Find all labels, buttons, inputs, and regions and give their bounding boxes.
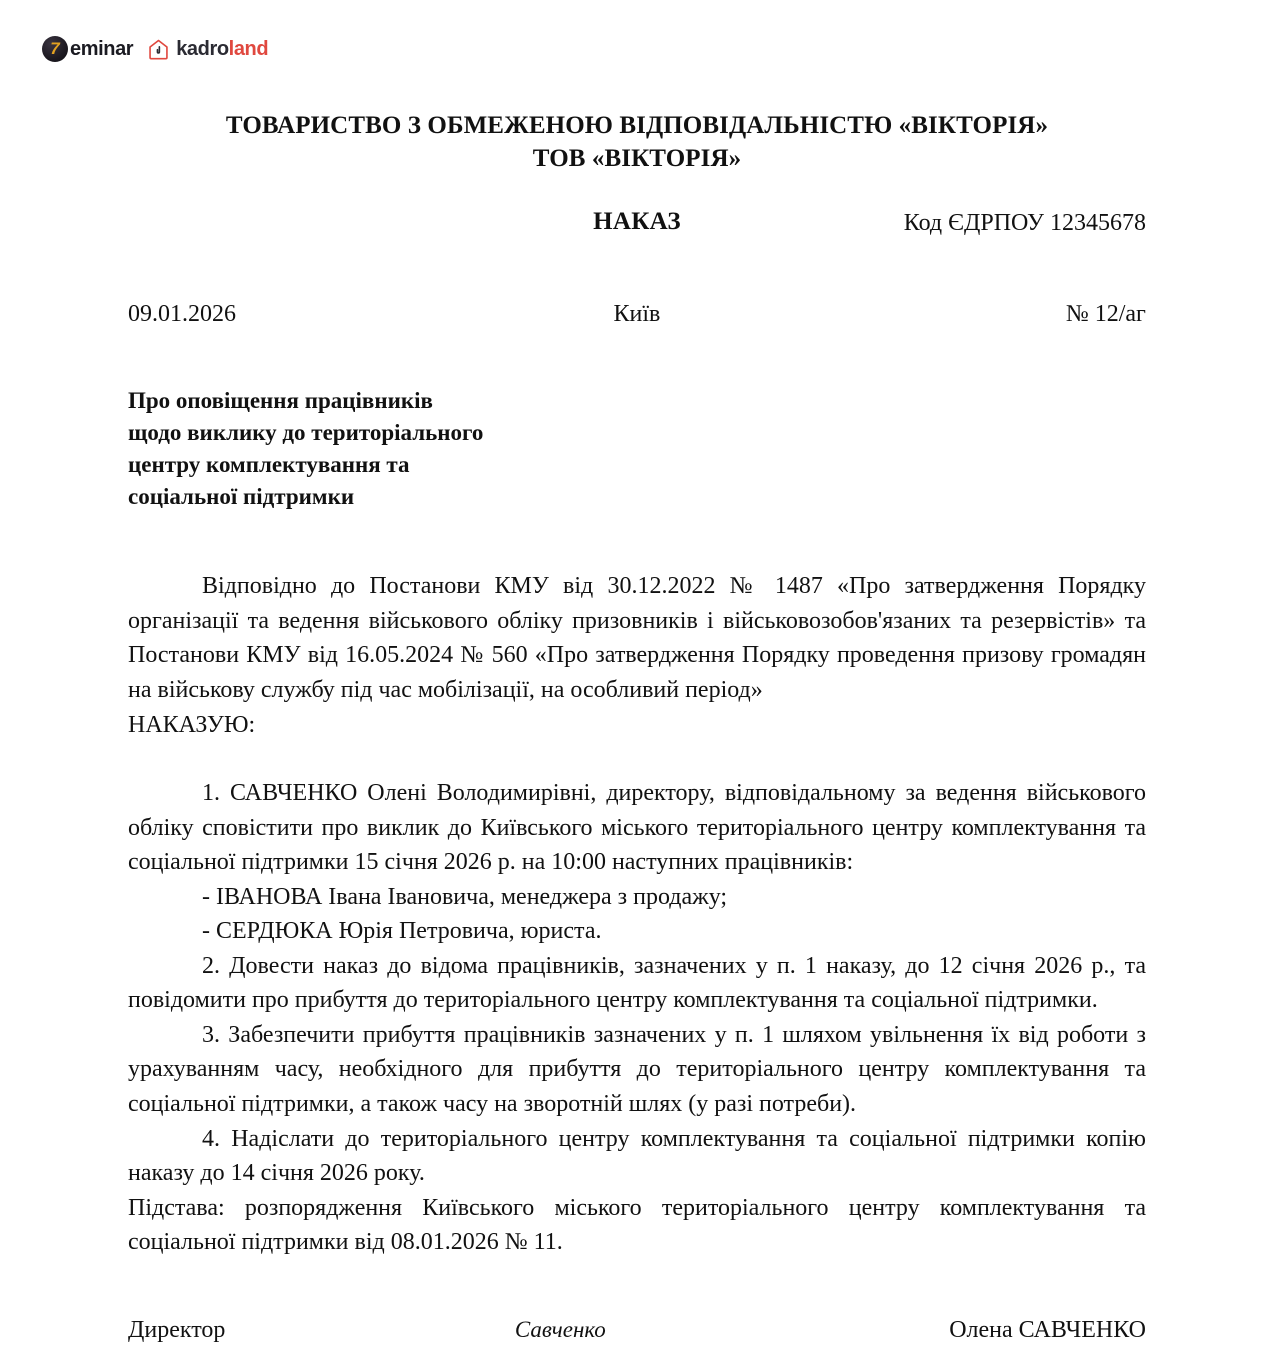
seminar-seven-glyph: 7	[50, 38, 60, 58]
document-date: 09.01.2026	[128, 300, 236, 327]
clause-1: 1. САВЧЕНКО Олені Володимирівні, директору, відповідальному за ведення військового обліку сповістити про виклик до Київського міського територіального центру комплектування та соціальної підтримки 15 січня 2026 р. на 10:00 наступних працівників:	[128, 780, 1146, 876]
organization-short-name: ТОВ «ВІКТОРІЯ»	[532, 144, 742, 172]
person-1: - ІВАНОВА Івана Івановича, менеджера з продажу;	[202, 883, 728, 910]
preamble-paragraph: Відповідно до Постанови КМУ від 30.12.2022 № 1487 «Про затвердження Порядку організації та ведення військового обліку призовників і військовозобов'язаних та резервістів» та Постанови КМУ від 16.05.2024 № 560 «Про затвердження Порядку проведення призову громадян на військову службу під час мобілізації, на особливий період»	[128, 573, 1146, 703]
clause-list	[128, 776, 1146, 1191]
signature-row	[128, 1316, 1146, 1345]
subject-line-4: соціальної підтримки	[128, 484, 355, 510]
clause-4: 4. Надіслати до територіального центру комплектування та соціальної підтримки копію наказу до 14 січня 2026 року.	[128, 1125, 1146, 1187]
seminar-wordmark: eminar	[70, 38, 134, 60]
document-number: № 12/аг	[1065, 300, 1146, 327]
basis-paragraph: Підстава: розпорядження Київського міського територіального центру комплектування та соціальної підтримки від 08.01.2026 № 11.	[128, 1194, 1146, 1256]
document-body	[128, 569, 1146, 1259]
subject-line-2: щодо виклику до територіального	[128, 419, 484, 445]
person-2: - СЕРДЮКА Юрія Петровича, юриста.	[202, 918, 602, 945]
organization-full-name: ТОВАРИСТВО З ОБМЕЖЕНОЮ ВІДПОВІДАЛЬНІСТЮ «ВІКТОРІЯ»	[225, 112, 1049, 139]
order-keyword: НАКАЗУЮ:	[128, 711, 256, 738]
handwritten-signature: Савченко	[514, 1316, 606, 1342]
document-subject	[128, 385, 648, 514]
edrpou-code: Код ЄДРПОУ 12345678	[903, 210, 1146, 236]
subject-line-3: центру комплектування та	[128, 451, 410, 477]
clause-3: 3. Забезпечити прибуття працівників зазначених у п. 1 шляхом увільнення їх від роботи з урахуванням часу, необхідного для прибуття до територіального центру комплектування та соціальної підтримки, а також часу на зворотній шлях (у разі потреби).	[128, 1021, 1146, 1117]
kadroland-word-primary: kadro	[176, 38, 229, 60]
organization-title	[128, 110, 1146, 175]
document-meta-row	[128, 300, 1146, 329]
document-place: Київ	[613, 300, 661, 327]
document-kind-heading: НАКАЗ	[593, 207, 681, 235]
subject-line-1: Про оповіщення працівників	[128, 387, 433, 413]
signatory-name: Олена САВЧЕНКО	[949, 1316, 1146, 1343]
clause-2: 2. Довести наказ до відома працівників, зазначених у п. 1 наказу, до 12 січня 2026 р., та повідомити про прибуття до територіального центру комплектування та соціальної підтримки.	[128, 952, 1146, 1014]
signatory-role: Директор	[128, 1316, 226, 1343]
kadroland-word-accent: land	[228, 38, 269, 60]
